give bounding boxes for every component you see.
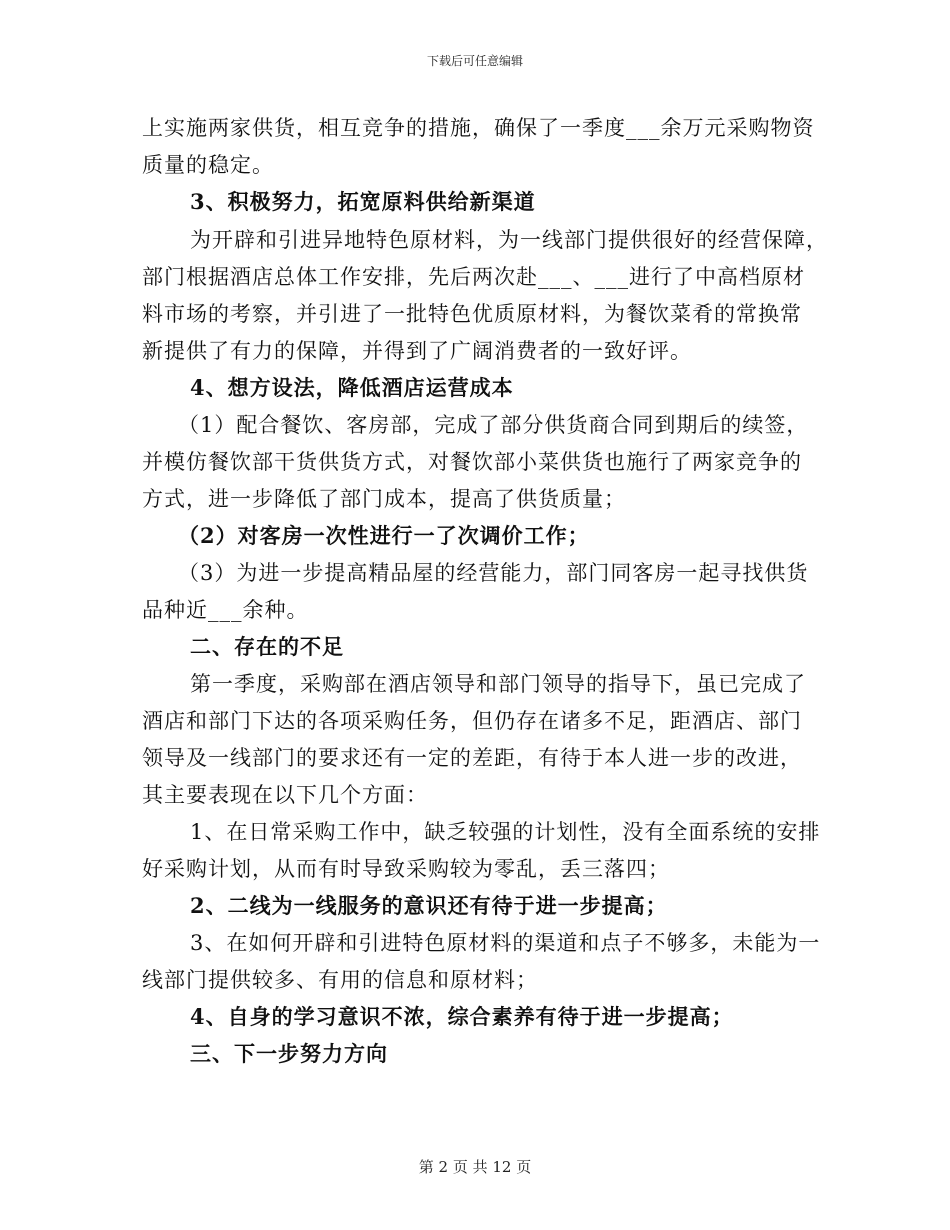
paragraph-line: 线部门提供较多、有用的信息和原材料； [142, 968, 538, 992]
section-heading: 三、下一步努力方向 [190, 1041, 388, 1066]
paragraph-line: 酒店和部门下达的各项采购任务，但仍存在诸多不足，距酒店、部门 [142, 709, 802, 733]
paragraph-line: 领导及一线部门的要求还有一定的差距，有待于本人进一步的改进， [142, 746, 802, 770]
paragraph-line: 部门根据酒店总体工作安排，先后两次赴___、___进行了中高档原材 [142, 265, 805, 289]
paragraph-line: 方式，进一步降低了部门成本，提高了供货质量； [142, 487, 626, 511]
paragraph-line: （3）为进一步提高精品屋的经营能力，部门同客房一起寻找供货 [178, 561, 809, 585]
paragraph-line: 料市场的考察，并引进了一批特色优质原材料，为餐饮菜肴的常换常 [142, 302, 802, 326]
paragraph-line: 上实施两家供货，相互竞争的措施，确保了一季度___余万元采购物资 [142, 116, 815, 140]
section-heading: 2、二线为一线服务的意识还有待于进一步提高； [190, 893, 668, 918]
page-footer: 第 2 页 共 12 页 [418, 1158, 532, 1176]
section-heading: 4、自身的学习意识不浓，综合素养有待于进一步提高； [190, 1004, 734, 1029]
paragraph-line: 质量的稳定。 [142, 153, 274, 177]
page-header: 下载后可任意编辑 [426, 54, 523, 68]
paragraph-line: 并模仿餐饮部干货供货方式，对餐饮部小菜供货也施行了两家竞争的 [142, 450, 802, 474]
paragraph-line: 品种近___余种。 [142, 598, 309, 622]
paragraph-line: 好采购计划，从而有时导致采购较为零乱，丢三落四； [142, 857, 670, 881]
paragraph-line: （1）配合餐饮、客房部，完成了部分供货商合同到期后的续签， [178, 413, 809, 437]
paragraph-line: 其主要表现在以下几个方面： [142, 783, 428, 807]
section-heading: 3、积极努力，拓宽原料供给新渠道 [190, 189, 536, 214]
paragraph-line: 为开辟和引进异地特色原材料，为一线部门提供很好的经营保障， [190, 228, 828, 252]
section-heading: （2）对客房一次性进行一了次调价工作； [178, 523, 590, 548]
paragraph-line: 第一季度，采购部在酒店领导和部门领导的指导下，虽已完成了 [190, 672, 806, 696]
section-heading: 4、想方设法，降低酒店运营成本 [190, 375, 514, 400]
paragraph-line: 1、在日常采购工作中，缺乏较强的计划性，没有全面系统的安排 [190, 820, 821, 844]
paragraph-line: 3、在如何开辟和引进特色原材料的渠道和点子不够多，未能为一 [190, 931, 821, 955]
paragraph-line: 新提供了有力的保障，并得到了广阔消费者的一致好评。 [142, 339, 692, 363]
section-heading: 二、存在的不足 [190, 634, 344, 659]
